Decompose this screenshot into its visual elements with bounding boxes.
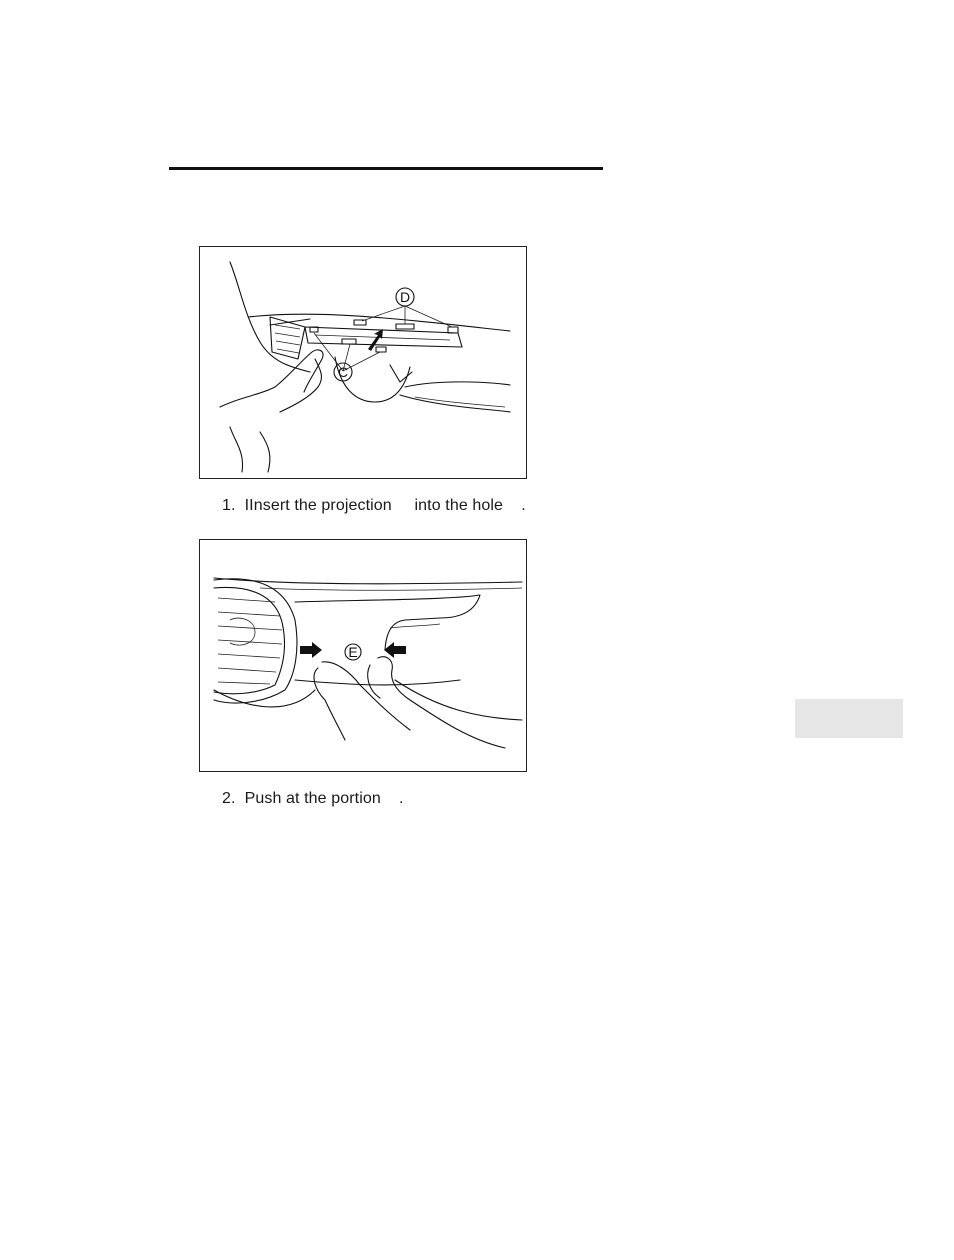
callout-e-label: E (348, 644, 358, 660)
insert-projection-drawing (200, 247, 528, 480)
section-rule (169, 167, 603, 170)
side-section-tab (795, 699, 903, 738)
callout-d-label: D (399, 289, 411, 305)
illustration-insert-projection (199, 246, 527, 479)
illustration-push-portion (199, 539, 527, 772)
push-portion-drawing (200, 540, 528, 773)
callout-c-label: C (337, 364, 349, 380)
caption-step-1: 1. IInsert the projection into the hole . (222, 497, 526, 514)
caption-step-2: 2. Push at the portion . (222, 790, 404, 807)
